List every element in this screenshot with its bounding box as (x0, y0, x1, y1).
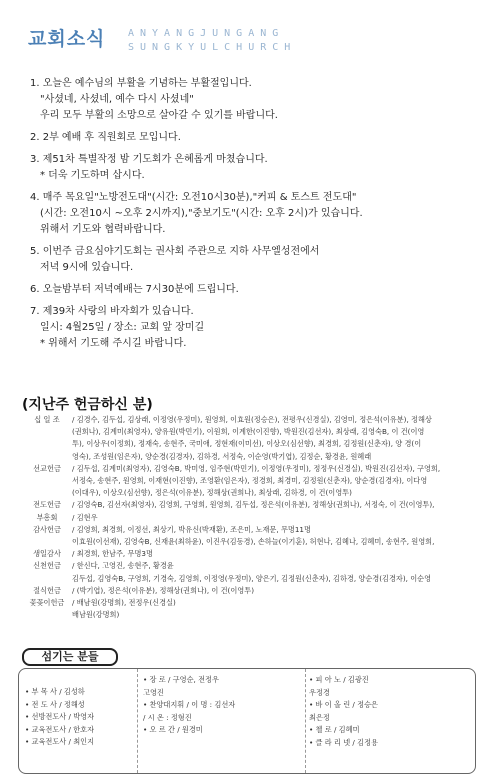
ministers-column-2 (143, 675, 303, 738)
divider (137, 669, 138, 773)
notice-line: 1. 오늘은 예수님의 부활을 기념하는 부활절입니다. (30, 78, 252, 89)
donation-title: (지난주 헌금하신 분) (22, 397, 153, 413)
minister-item: • 찬양대지휘 / 이 명 : 김선자 (143, 700, 236, 709)
notice-line: "사셨네, 사셨네, 예수 다시 사셨네" (40, 94, 194, 105)
notice-line: 2. 2부 예배 후 직원회로 모입니다. (30, 132, 181, 143)
donation-names: / 김두섭, 김계미(최영자), 김영숙B, 박미영, 임주현(박민기), 이정영(우정미), 정정우(신경실), 박원진(김선자), 구영희, (72, 463, 441, 473)
notice-line: 3. 제51차 특별작정 밤 기도회가 은혜롭게 마쳤습니다. (30, 154, 268, 165)
donation-category (22, 487, 72, 499)
notice-item (22, 130, 472, 146)
donation-category (22, 573, 72, 585)
donation-names: / 최경희, 한남주, 무명3명 (72, 549, 153, 559)
donation-names: 투), 이상우(이정희), 정재숙, 송현주, 국미애, 정현재(이미선), 이상오(심선향), 최경희, 김정원(신춘자), 양 경(이 (72, 439, 422, 449)
minister-item: • 첼 로 / 김혜미 (309, 725, 360, 734)
minister-item: • 선방전도사 / 박영자 (25, 712, 95, 721)
donation-names: 배남원(강명희) (72, 610, 120, 620)
donation-category: 감사헌금 (33, 524, 61, 534)
minister-item: 고영진 (143, 687, 164, 697)
donation-names: (이대우), 이상오(심선향), 정은석(이유분), 정해상(권희나), 최상래, 김하경, 이 건(이영투) (72, 488, 352, 498)
ministers-column-3 (309, 675, 473, 750)
minister-item: • 장 로 / 구영순, 전정우 (143, 675, 219, 684)
donation-category (22, 426, 72, 438)
ministers-column-1 (25, 687, 135, 750)
donation-row (22, 597, 474, 609)
donation-row (22, 560, 474, 572)
donation-category: 전도헌금 (33, 500, 61, 510)
donation-category: 선교헌금 (33, 463, 61, 473)
minister-item: 최은정 (309, 712, 330, 722)
donation-category: 십 일 조 (34, 415, 60, 424)
notice-line: 일시: 4월25일 / 장소: 교회 앞 장미길 (40, 322, 205, 333)
notice-line: * 위해서 기도해 주시길 바랍니다. (40, 338, 187, 349)
notice-item (22, 76, 472, 124)
donation-row (22, 475, 474, 487)
donation-names: / 김경수, 김두섭, 김상래, 이정영(우정미), 원영희, 이효원(정승은), 전평우(신경실), 김영미, 정은석(이유분), 정해상 (72, 415, 432, 424)
notice-item (22, 244, 472, 276)
donation-row (22, 451, 474, 463)
notice-item (22, 304, 472, 352)
donation-names: 김두섭, 김영숙B, 구영희, 기경숙, 김영희, 이정영(우정미), 양은기, 김정원(신춘자), 김하경, 양순경(김경자), 이순영 (72, 573, 432, 583)
donation-row (22, 414, 474, 426)
donation-category (22, 451, 72, 463)
minister-item: • 교육전도사 / 최인지 (25, 737, 95, 746)
donation-category: 생일감사 (33, 549, 61, 559)
donation-names: (권희나), 김계미(최영자), 양유원(박민기), 이원희, 이계한(이진향), 박원진(김선자), 최상래, 김영숙B, 이 건(이영 (72, 427, 425, 437)
donation-names: / 배남원(강명희), 전정우(신경실) (72, 598, 176, 608)
notice-line: 4. 매주 목요일"노방전도대"(시간: 오전10시30분),"커피 & 토스트 전도대" (30, 192, 357, 203)
notice-item (22, 282, 472, 298)
header (0, 0, 482, 58)
notice-line: 저녁 9시에 있습니다. (40, 262, 134, 273)
donation-names: 서정숙, 송현주, 원영희, 이재현(이진향), 조영환(임은자), 정경희, 최경미, 김정원(신춘자), 양순경(김경자), 이다영 (72, 476, 428, 486)
notice-line: 6. 오늘밤부터 저녁예배는 7시30분에 드립니다. (30, 284, 239, 295)
notice-line: 우리 모두 부활의 소망으로 살아갈 수 있기를 바랍니다. (40, 110, 278, 121)
notice-line: * 더욱 기도하며 삽시다. (40, 170, 145, 181)
ministers-title: 섬기는 분들 (22, 648, 118, 666)
minister-item: • 바 이 올 린 / 정승은 (309, 700, 378, 709)
minister-item: • 부 목 사 / 김성하 (25, 687, 85, 696)
donation-names: / 김영숙B, 김선자(최영자), 김영희, 구영희, 원영희, 김두섭, 정은석(이유분), 정해상(권희나), 서정숙, 이 건(이영투), (72, 500, 435, 510)
donation-row (22, 524, 474, 536)
notice-line: (시간: 오전10시 ~오후 2시까지),"중보기도"(시간: 오후 2시)가 있습니다. (40, 208, 363, 219)
church-name-en-line2: SUNGKYULCHURCH (128, 42, 297, 53)
donation-names: 이효원(이선재), 김영숙B, 신재윤(최하윤), 이진우(김동경), 손하늘(이기훈), 허현나, 김혜나, 김혜미, 송현주, 원영희, (72, 537, 435, 547)
notice-item (22, 152, 472, 184)
notice-line: 위해서 기도와 협력바랍니다. (40, 224, 166, 235)
donation-row (22, 609, 474, 621)
donation-row (22, 536, 474, 548)
donation-category (22, 475, 72, 487)
donation-names: / 김영희, 최경희, 이정선, 최상기, 박유신(박재환), 조은미, 노재문, 무명11명 (72, 524, 311, 534)
donation-names: 영숙), 조성원(임은자), 양순경(김경자), 김하경, 서정숙, 이순영(박기엽), 김정순, 황경윤, 원혜래 (72, 451, 372, 461)
notice-line: 7. 제39차 사랑의 바자회가 있습니다. (30, 306, 194, 317)
section-title: 교회소식 (28, 28, 106, 50)
church-name-en-line1: ANYANGJUNGANG (128, 28, 285, 39)
donation-category: 꽃꽂이헌금 (29, 598, 65, 608)
notice-list (22, 76, 472, 358)
divider (305, 669, 306, 773)
donation-row (22, 463, 474, 475)
donation-row (22, 438, 474, 450)
minister-item: • 클 라 리 넷 / 김정용 (309, 737, 378, 747)
donation-category: 신천헌금 (33, 561, 61, 571)
donation-category: 절식헌금 (33, 585, 61, 595)
minister-item: / 시 온 : 정형진 (143, 712, 192, 722)
donation-row (22, 512, 474, 524)
donation-names: / 김현우 (72, 512, 98, 522)
donation-category (22, 609, 72, 621)
ministers-box (18, 668, 476, 774)
donation-row (22, 573, 474, 585)
donation-names: / (박기엽), 정은석(이유분), 정해상(권희나), 이 건(이영투) (72, 585, 254, 595)
donation-names: / 한신다, 고영진, 송현주, 황경윤 (72, 561, 174, 571)
minister-item: • 전 도 사 / 정해성 (25, 699, 85, 709)
donation-row (22, 499, 474, 511)
donation-category (22, 536, 72, 548)
donation-row (22, 426, 474, 438)
donation-row (22, 585, 474, 597)
donation-category: 부흥회 (36, 512, 58, 522)
minister-item: 우정경 (309, 687, 330, 697)
minister-item: • 피 아 노 / 김광진 (309, 675, 369, 684)
notice-line: 5. 이번주 금요심야기도회는 권사회 주관으로 지하 사무엘성전에서 (30, 246, 320, 257)
donation-row (22, 548, 474, 560)
notice-item (22, 190, 472, 238)
donation-row (22, 487, 474, 499)
donation-category (22, 438, 72, 450)
minister-item: • 오 르 간 / 원경미 (143, 725, 203, 734)
minister-item: • 교육전도사 / 한호자 (25, 724, 95, 734)
donation-list (22, 414, 474, 621)
